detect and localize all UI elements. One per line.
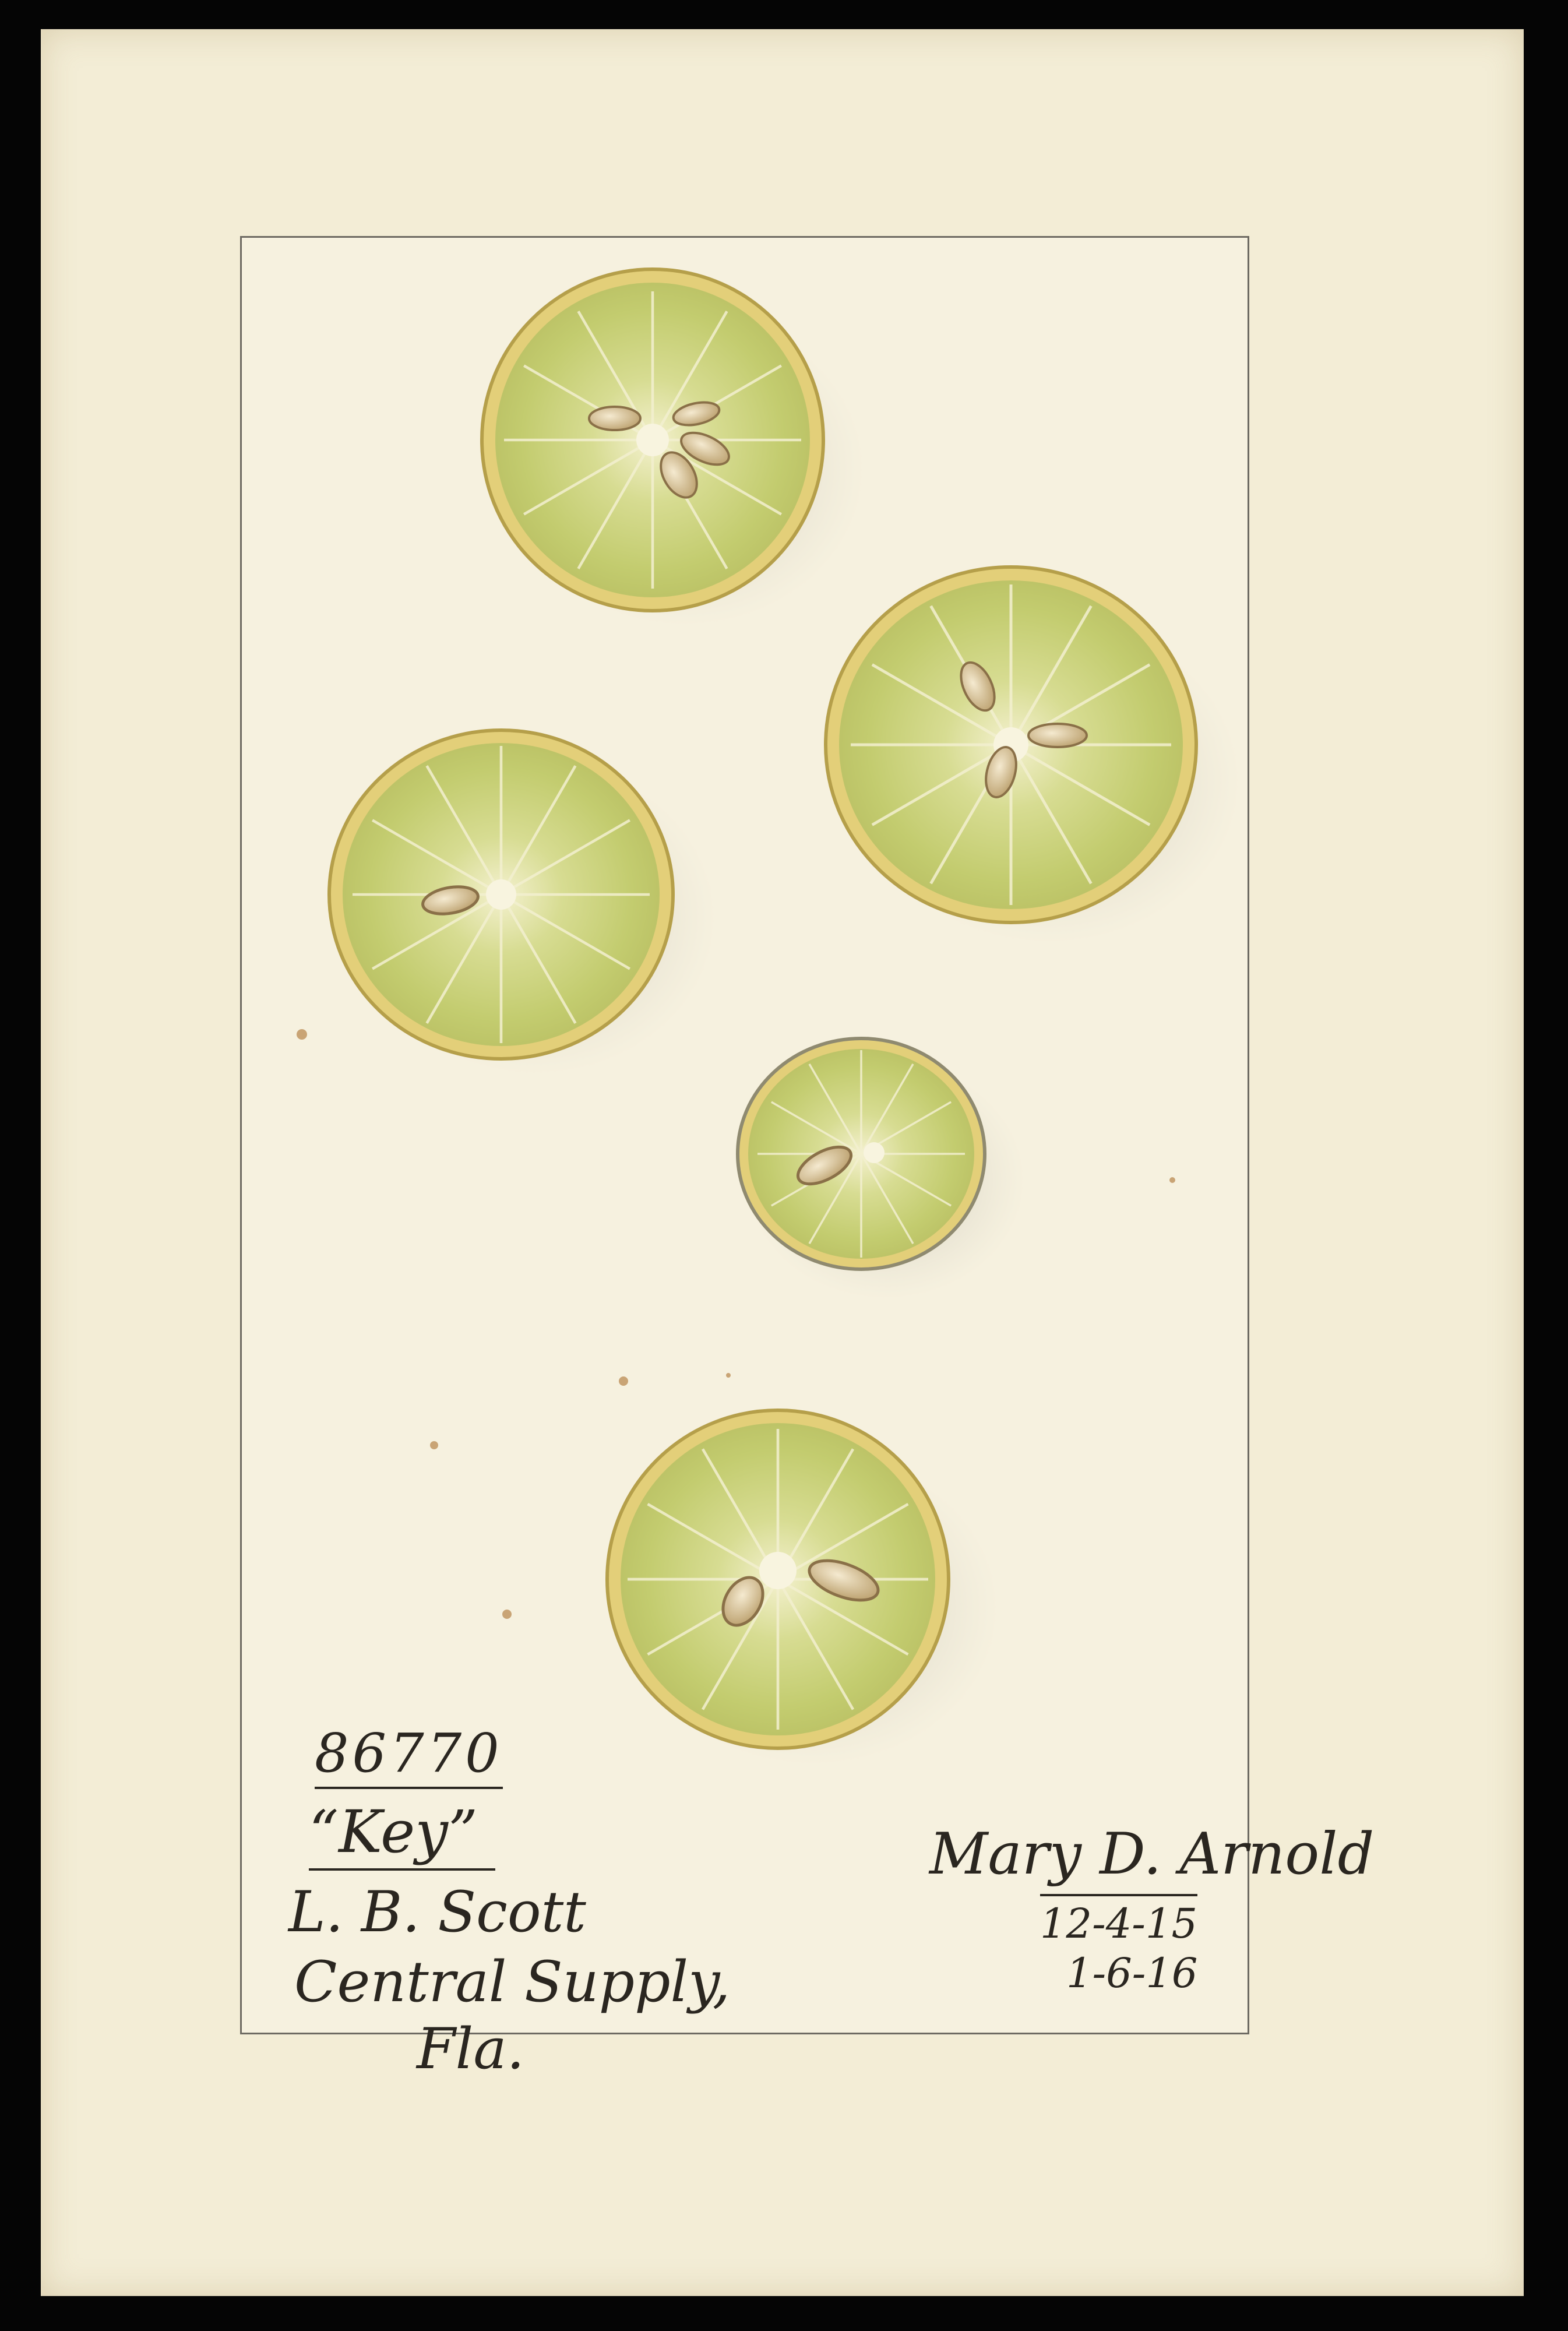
lime-half-1 xyxy=(482,269,865,626)
date-painted: 1-6-16 xyxy=(1066,1949,1198,1997)
lime-half-3 xyxy=(329,730,717,1075)
lime-half-4 xyxy=(738,1038,1026,1300)
variety-name: “Key” xyxy=(309,1798,495,1871)
artist-signature: Mary D. Arnold xyxy=(929,1821,1375,1888)
locality: Central Supply, xyxy=(294,1949,731,2015)
lime-half-5 xyxy=(607,1410,999,1766)
date-received: 12-4-15 xyxy=(1040,1894,1197,1948)
collector-name: L. B. Scott xyxy=(288,1879,586,1945)
lime-half-2 xyxy=(826,567,1241,944)
state: Fla. xyxy=(417,2016,525,2082)
accession-number: 86770 xyxy=(315,1722,503,1789)
